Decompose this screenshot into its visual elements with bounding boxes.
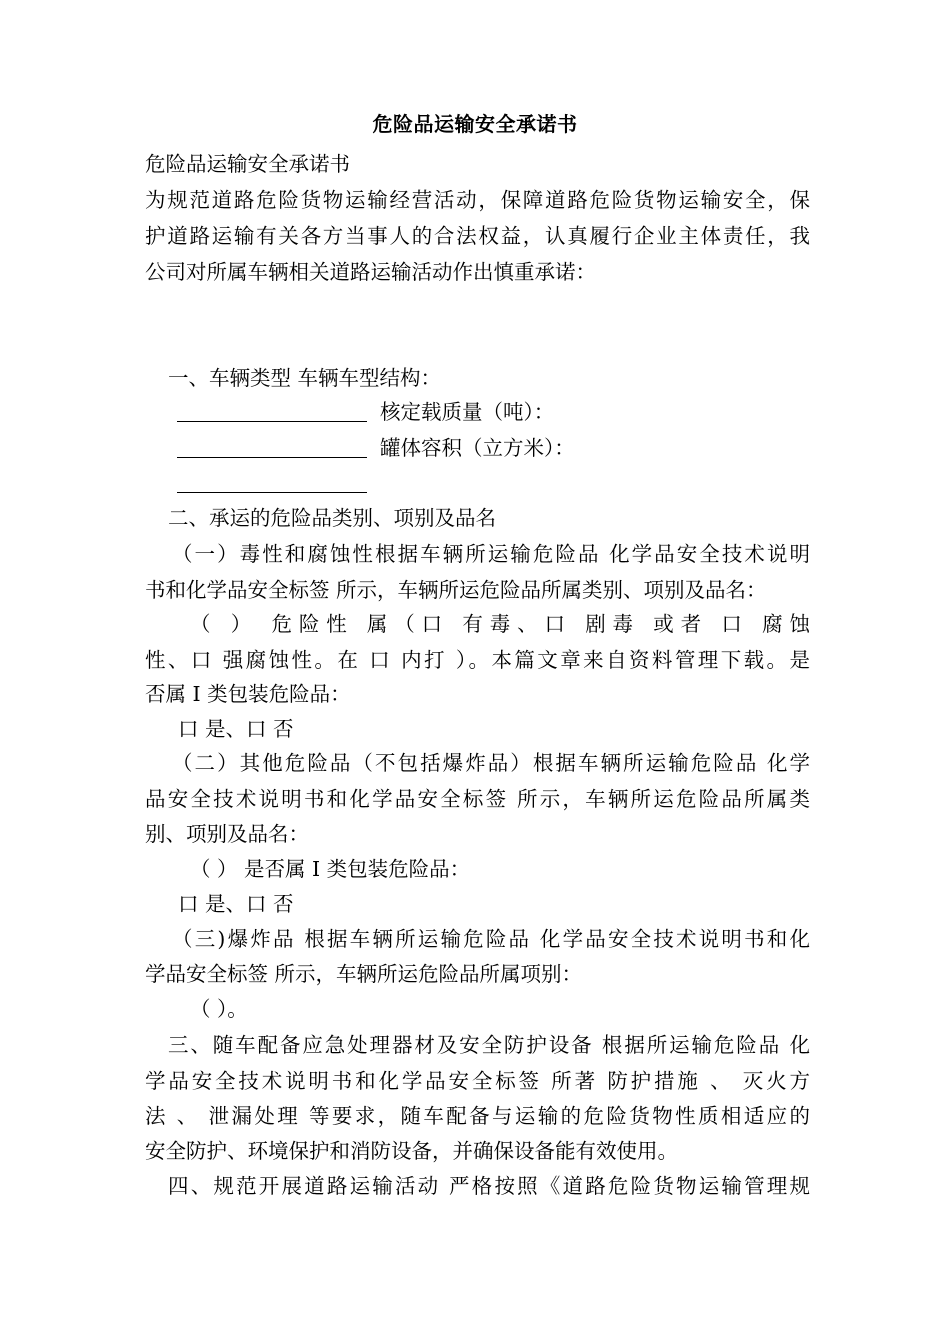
load-capacity-blank[interactable] bbox=[177, 420, 367, 422]
sub-2-line-2: 品安全技术说明书和化学品安全标签 所示，车辆所运危险品所属类 bbox=[145, 787, 810, 811]
sub-1-line-4: 性、口 强腐蚀性。在 口 内打 ）。本篇文章来自资料管理下载。是 bbox=[145, 648, 810, 672]
section-3-line-2: 学品安全技术说明书和化学品安全标签 所著 防护措施 、 灭火方 bbox=[145, 1069, 810, 1093]
intro-line-3: 公司对所属车辆相关道路运输活动作出慎重承诺： bbox=[145, 260, 596, 284]
sub-3-line-1: （三)爆炸品 根据车辆所运输危险品 化学品安全技术说明书和化 bbox=[172, 927, 810, 951]
tank-volume-value-blank[interactable] bbox=[177, 491, 367, 493]
section-4-line-1: 四、规范开展道路运输活动 严格按照《道路危险货物运输管理规 bbox=[168, 1174, 810, 1198]
subtitle-line: 危险品运输安全承诺书 bbox=[145, 152, 350, 176]
sub-1-line-3: （ ） 危险性 属（口 有毒、口 剧毒 或者 口 腐蚀 bbox=[190, 612, 810, 636]
sub-2-line-1: （二）其他危险品（不包括爆炸品）根据车辆所运输危险品 化学 bbox=[172, 751, 810, 775]
sub-1-line-1: （一）毒性和腐蚀性根据车辆所运输危险品 化学品安全技术说明 bbox=[172, 542, 810, 566]
intro-line-1: 为规范道路危险货物运输经营活动，保障道路危险货物运输安全，保 bbox=[145, 188, 810, 212]
tank-volume-row bbox=[177, 430, 842, 466]
sub-3-line-2: 学品安全标签 所示，车辆所运危险品所属项别： bbox=[145, 962, 583, 986]
sub-3-line-3: （ ）。 bbox=[190, 997, 248, 1021]
sub-2-line-4: （ ） 是否属 I 类包装危险品： bbox=[190, 857, 471, 881]
tank-volume-blank[interactable] bbox=[177, 456, 367, 458]
section-3-line-4: 安全防护、环境保护和消防设备，并确保设备能有效使用。 bbox=[145, 1139, 678, 1163]
sub-1-line-2: 书和化学品安全标签 所示，车辆所运危险品所属类别、项别及品名： bbox=[145, 578, 767, 602]
sub-2-line-3: 别、项别及品名： bbox=[145, 822, 309, 846]
section-1-heading: 一、车辆类型 车辆车型结构： bbox=[168, 366, 442, 390]
intro-line-2: 护道路运输有关各方当事人的合法权益，认真履行企业主体责任，我 bbox=[145, 224, 810, 248]
sub-2-yes-no: 口 是、口 否 bbox=[178, 892, 294, 916]
load-capacity-label: 核定载质量（吨）： bbox=[380, 400, 555, 424]
tank-volume-label: 罐体容积（立方米）： bbox=[380, 436, 575, 460]
section-3-line-1: 三、随车配备应急处理器材及安全防护设备 根据所运输危险品 化 bbox=[168, 1033, 810, 1057]
sub-1-line-5: 否属 I 类包装危险品： bbox=[145, 682, 351, 706]
section-2-heading: 二、承运的危险品类别、项别及品名 bbox=[168, 506, 496, 530]
sub-1-yes-no: 口 是、口 否 bbox=[178, 717, 294, 741]
load-capacity-row bbox=[177, 394, 842, 430]
section-3-line-3: 法 、 泄漏处理 等要求，随车配备与运输的危险货物性质相适应的 bbox=[145, 1104, 810, 1128]
document-title: 危险品运输安全承诺书 bbox=[372, 112, 578, 136]
